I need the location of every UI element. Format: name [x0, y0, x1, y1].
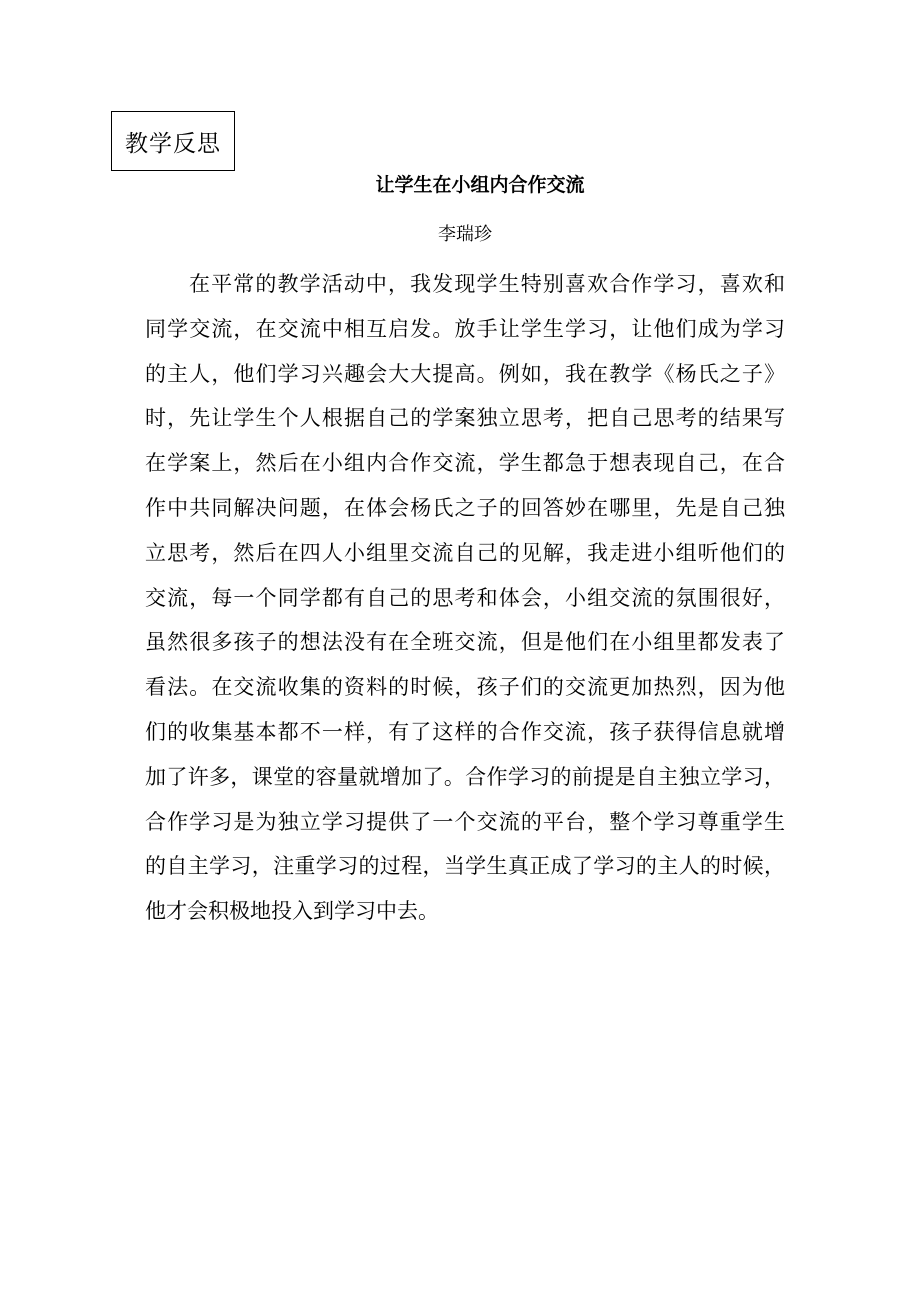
paragraph-line: 立思考，然后在四人小组里交流自己的见解，我走进小组听他们的 [145, 540, 785, 565]
paragraph-line: 在学案上，然后在小组内合作交流，学生都急于想表现自己，在合 [145, 451, 785, 476]
paragraph-line: 同学交流，在交流中相互启发。放手让学生学习，让他们成为学习 [145, 316, 785, 341]
author-name: 李瑞珍 [438, 224, 492, 245]
paragraph-line: 他才会积极地投入到学习中去。 [145, 899, 439, 924]
paragraph-line: 的主人，他们学习兴趣会大大提高。例如，我在教学《杨氏之子》 [145, 361, 785, 386]
article-title: 让学生在小组内合作交流 [375, 174, 585, 196]
paragraph-line: 加了许多，课堂的容量就增加了。合作学习的前提是自主独立学习， [145, 764, 785, 789]
paragraph-line: 交流，每一个同学都有自己的思考和体会，小组交流的氛围很好， [145, 585, 785, 610]
category-label-box [111, 111, 235, 171]
body-paragraph [145, 262, 785, 934]
paragraph-line: 的自主学习，注重学习的过程，当学生真正成了学习的主人的时候， [145, 854, 785, 879]
paragraph-line: 在平常的教学活动中，我发现学生特别喜欢合作学习，喜欢和 [189, 272, 785, 296]
paragraph-line: 时，先让学生个人根据自己的学案独立思考，把自己思考的结果写 [145, 406, 785, 431]
category-label: 教学反思 [125, 130, 221, 157]
paragraph-line: 作中共同解决问题，在体会杨氏之子的回答妙在哪里，先是自己独 [145, 495, 785, 520]
paragraph-line: 看法。在交流收集的资料的时候，孩子们的交流更加热烈，因为他 [145, 675, 785, 700]
paragraph-line: 虽然很多孩子的想法没有在全班交流，但是他们在小组里都发表了 [145, 630, 785, 655]
paragraph-line: 合作学习是为独立学习提供了一个交流的平台，整个学习尊重学生 [145, 809, 785, 834]
paragraph-line: 们的收集基本都不一样，有了这样的合作交流，孩子获得信息就增 [145, 719, 785, 744]
